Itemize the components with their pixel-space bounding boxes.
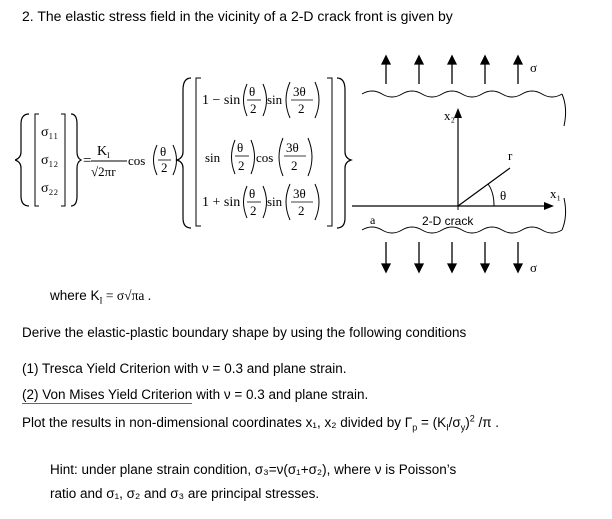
where-sub: I [99,295,103,306]
x1-label: x₁ [550,186,562,201]
row2-two-b: 2 [291,158,298,173]
sigma-top-label: σ [530,60,538,75]
row1-two-b: 2 [298,101,305,116]
theta-figure-label: θ [500,188,507,203]
equals-sign: = [83,153,92,169]
row2-theta: θ [237,140,244,155]
plot-sigma: /σ [448,415,461,430]
x2-label: x₂ [444,108,456,123]
two-label: 2 [161,160,168,175]
plot-pi: /π . [474,415,500,430]
crack-figure [352,48,607,288]
plot-sub-p: p [412,422,418,433]
k1-subscript: I [107,151,110,160]
plot-sub-y: y [460,422,466,433]
sigma-bottom-label: σ [530,260,538,275]
sigma12-label: σ₁₂ [41,153,59,168]
row3-two: 2 [250,203,257,218]
stress-field-equation [15,72,355,232]
crack-length-a-label: a [370,213,376,227]
plot-sub-i: I [446,422,449,433]
where-line [50,288,151,304]
row1-theta: θ [249,84,256,99]
row3-theta: θ [249,186,256,201]
row1-sin: sin [267,92,283,107]
theta-label: θ [160,144,167,159]
hint-line-2: ratio and σ₁, σ₂ and σ₃ are principal stresses. [50,486,320,501]
where-rest: = σ√πa . [102,288,152,303]
row2-two: 2 [238,158,245,173]
sqrt-2-pi-r: √2πr [91,164,116,179]
hint-line-1: Hint: under plane strain condition, σ₃=ν(σ₁+σ₂), where ν is Poisson’s [50,462,457,477]
condition-2-rest: with ν = 0.3 and plane strain. [192,387,369,402]
row3-two-b: 2 [298,203,305,218]
condition-1: (1) Tresca Yield Criterion with ν = 0.3 and plane strain. [22,361,347,376]
condition-2 [22,387,368,402]
row2-3theta: 3θ [286,140,299,155]
cos-label: cos [128,153,146,168]
row1-two: 2 [250,101,257,116]
row1-3theta: 3θ [293,84,306,99]
problem-statement: 2. The elastic stress field in the vicinity of a 2-D crack front is given by [22,8,453,24]
plot-sup-2: 2 [469,413,475,424]
sigma22-label: σ₂₂ [41,181,59,196]
where-text: where K [50,288,100,303]
row3-sin: sin [267,194,283,209]
r-label: r [508,148,513,163]
row3-prefix: 1 + sin [202,195,241,210]
k1-symbol: K [97,144,108,159]
row2-prefix: sin [205,150,221,165]
row2-cos: cos [256,150,274,165]
plot-k: = (K [417,415,447,430]
sigma11-label: σ₁₁ [41,125,59,140]
plot-text: Plot the results in non-dimensional coordinates x₁, x₂ divided by Γ [22,415,413,430]
derive-text: Derive the elastic-plastic boundary shape by using the following conditions [22,325,467,340]
crack-label: 2-D crack [422,214,474,228]
von-mises-link[interactable]: (2) Von Mises Yield Criterion [22,387,193,402]
plot-instruction [22,413,500,433]
row1-prefix: 1 − sin [202,93,241,108]
row3-3theta: 3θ [293,186,306,201]
plot-paren: ) [465,415,470,430]
